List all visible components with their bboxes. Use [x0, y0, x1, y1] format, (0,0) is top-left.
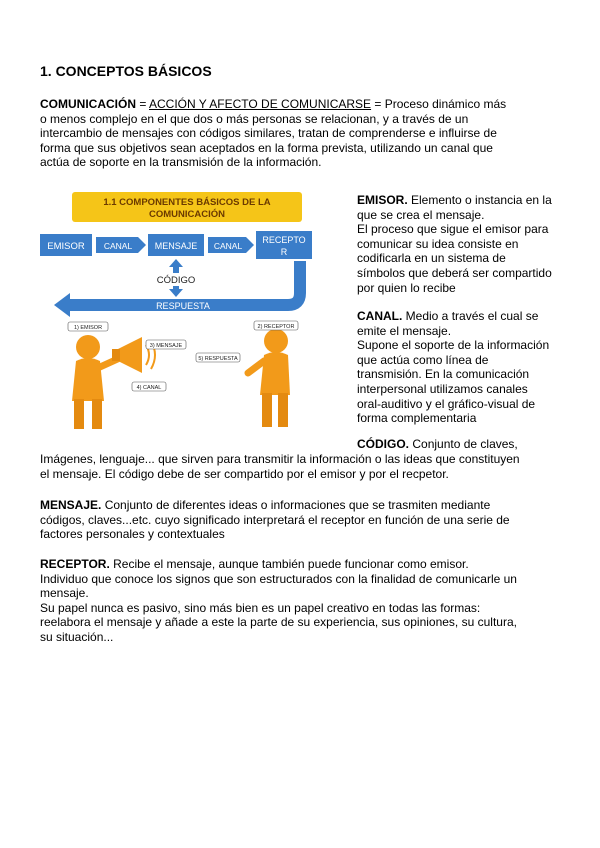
section-title: 1. CONCEPTOS BÁSICOS	[40, 63, 212, 79]
term-canal: CANAL.	[357, 309, 403, 323]
codigo-heading: CÓDIGO. Conjunto de claves,	[357, 437, 518, 451]
term-receptor: RECEPTOR.	[40, 557, 110, 571]
receptor-definition: RECEPTOR. Recibe el mensaje, aunque también puede funcionar como emisor. Individuo que conoce los signos que son estructurados con la finalidad de comunicarle un mensaje. Su papel nunca es pasivo, sino más bien es un papel creativo en todas las formas: reelabora el mensaje y añade a este la parte de su experiencia, sus opiniones, su cultura, su situación...	[40, 557, 517, 644]
canal-arrow-1-label: CANAL	[103, 241, 133, 251]
codigo-definition: Imágenes, lenguaje... que sirven para transmitir la información o las ideas que constituyen el mensaje. El código debe de ser compartido por el emisor y por el recpetor.	[40, 452, 520, 481]
codigo-arrow-down	[169, 286, 183, 297]
term-emisor: EMISOR.	[357, 193, 408, 207]
receptor-figure	[248, 329, 290, 427]
codigo-label: CÓDIGO	[156, 275, 196, 286]
tag-respuesta: 5) RESPUESTA	[198, 356, 238, 362]
diagram-heading-line1: 1.1 COMPONENTES BÁSICOS DE LA	[103, 197, 271, 208]
canal-definition: CANAL. Medio a través el cual se emite el mensaje. Supone el soporte de la información que actúa como línea de transmisión. En la comunicación interpersonal utilizamos canales oral-auditivo y el gráfico-visual de forma complementaria	[357, 309, 550, 426]
term-mensaje: MENSAJE.	[40, 498, 102, 512]
codigo-arrow-up	[169, 259, 183, 273]
emisor-definition: EMISOR. Elemento o instancia en la que se crea el mensaje. El proceso que sigue el emisor para comunicar su idea consiste en codificarla en un sistema de símbolos que deberá ser compartido por quien lo recibe	[357, 193, 552, 295]
tag-mensaje: 3) MENSAJE	[149, 343, 183, 349]
intro-paragraph: COMUNICACIÓN = ACCIÓN Y AFECTO DE COMUNICARSE = Proceso dinámico más o menos complejo en el que dos o más personas se relacionan, y a través de un intercambio de mensajes con códigos similares, tratan de comprenderse e influirse de forma que sus objetivos sean aceptados en la forma prevista, utilizando un canal que actúa de soporte en la transmisión de la información.	[40, 97, 507, 170]
definition-underlined: ACCIÓN Y AFECTO DE COMUNICARSE	[149, 97, 372, 111]
tag-emisor: 1) EMISOR	[73, 325, 103, 331]
respuesta-arrowhead	[54, 293, 70, 317]
tag-receptor: 2) RECEPTOR	[257, 324, 295, 330]
term-comunicacion: COMUNICACIÓN	[40, 97, 136, 111]
tag-canal: 4) CANAL	[136, 385, 162, 391]
communication-diagram	[38, 189, 350, 439]
term-codigo: CÓDIGO.	[357, 437, 410, 451]
diagram-heading-line2: COMUNICACIÓN	[149, 209, 225, 220]
canal-arrow-2-label: CANAL	[213, 241, 243, 251]
receptor-box-label-1: RECEPTO	[262, 235, 306, 245]
mensaje-definition: MENSAJE. Conjunto de diferentes ideas o informaciones que se trasmiten mediante códigos, claves...etc. cuyo significado interpretará el receptor en función de una serie de factores personales y contextuales	[40, 498, 510, 542]
respuesta-label: RESPUESTA	[156, 301, 210, 311]
emisor-box-label: EMISOR	[47, 241, 85, 252]
receptor-box-label-2: R	[280, 247, 288, 257]
mensaje-box-label: MENSAJE	[154, 241, 198, 251]
